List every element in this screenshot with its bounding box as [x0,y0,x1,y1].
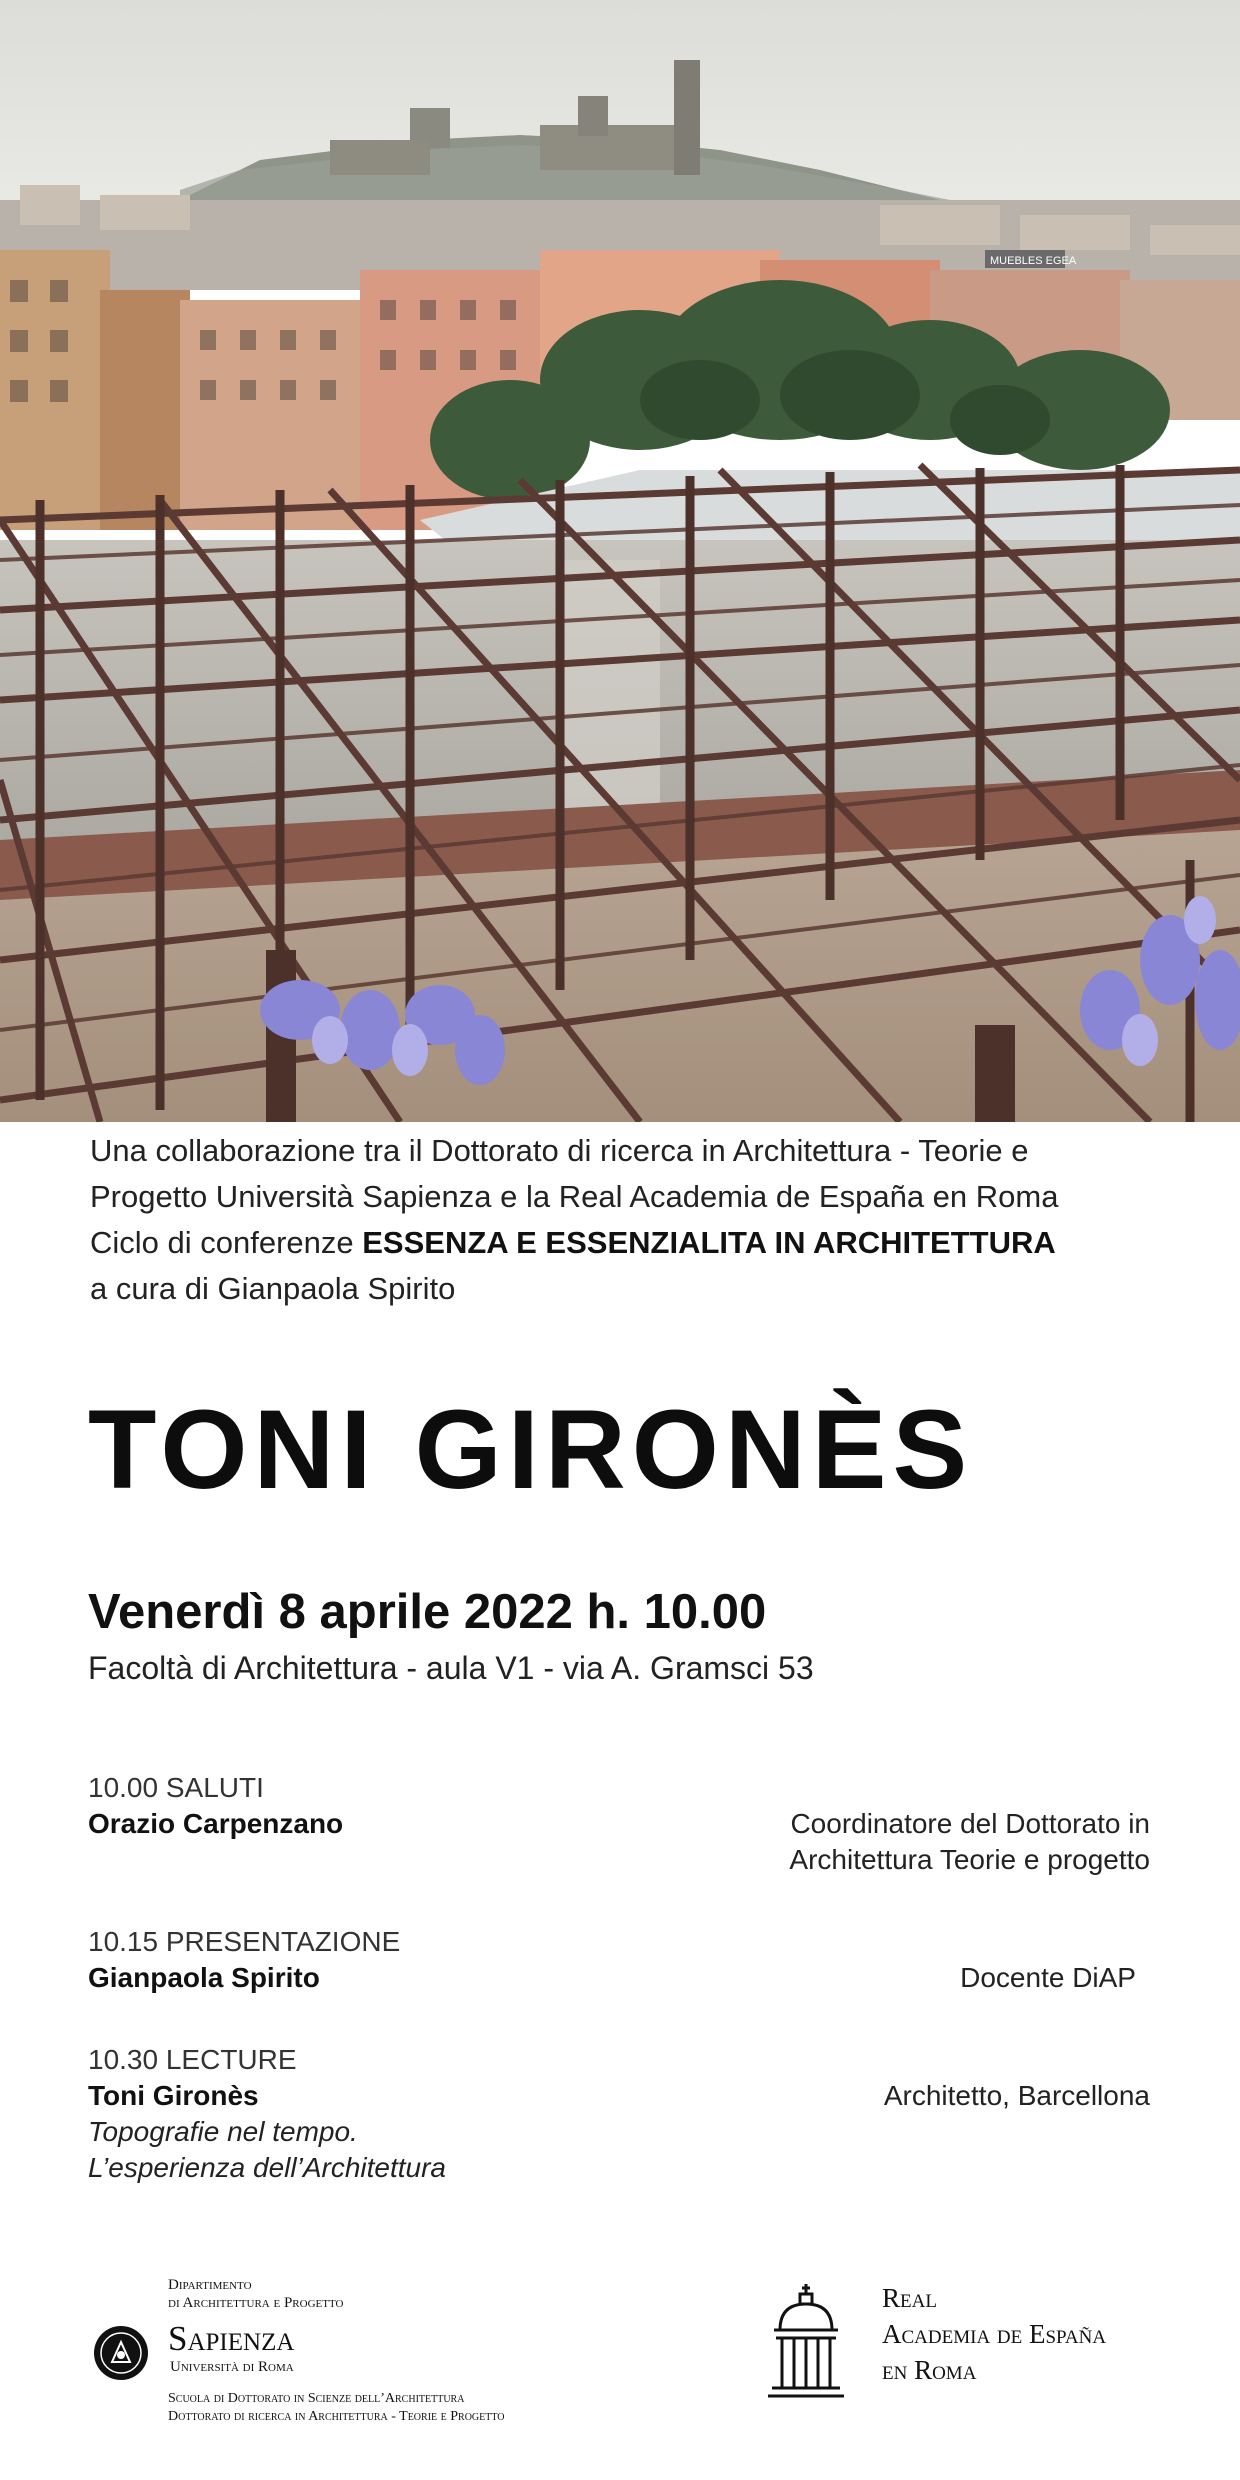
sapienza-subtitle: Università di Roma [170,2359,294,2375]
series-title: ESSENZA E ESSENZIALITA IN ARCHITETTURA [362,1225,1056,1260]
program-role-line: Coordinatore del Dottorato in [790,1808,1150,1839]
academia-dome-icon [766,2280,846,2406]
intro-line: Una collaborazione tra il Dottorato di ricerca in Architettura - Teorie e [90,1133,1029,1168]
program-name: Gianpaola Spirito [88,1962,320,1993]
intro-series-line [90,1220,1190,1266]
department-line: Dipartimento [168,2277,252,2293]
hero-photo [0,0,1240,1122]
program-role-line: Docente DiAP [960,1962,1136,1993]
program-role [960,1960,1136,1996]
intro-curator-line: a cura di Gianpaola Spirito [90,1271,456,1306]
school-line: Dottorato di ricerca in Architettura - Teorie e Progetto [168,2409,505,2424]
program-talk-line: L’esperienza dell’Architettura [88,2152,446,2183]
sapienza-seal-icon [92,2324,150,2382]
academia-name-line: en Roma [882,2355,977,2385]
program-time: 10.15 PRESENTAZIONE [88,1926,401,1957]
event-venue: Facoltà di Architettura - aula V1 - via A. Gramsci 53 [88,1650,814,1686]
program-role [789,1806,1150,1878]
program-item [88,1770,1150,1875]
academia-name-line: Real [882,2283,937,2313]
school-line: Scuola di Dottorato in Scienze dell’Architettura [168,2391,465,2406]
intro-block [90,1128,1190,1312]
doctoral-school-label [168,2390,505,2426]
academia-name [882,2280,1106,2388]
program-time: 10.00 SALUTI [88,1772,264,1803]
speaker-title: TONI GIRONÈS [88,1387,974,1512]
program-role [884,2078,1150,2114]
program-time: 10.30 LECTURE [88,2044,297,2075]
event-date: Venerdì 8 aprile 2022 h. 10.00 [88,1585,767,1639]
intro-series-prefix: Ciclo di conferenze [90,1225,363,1260]
program-item [88,1924,1150,1996]
program-role-line: Architetto, Barcellona [883,2080,1150,2111]
program-talk-line: Topografie nel tempo. [88,2116,358,2147]
sapienza-name: Sapienza [168,2319,295,2358]
hero-sign-text: MUEBLES EGEA [990,255,1077,267]
department-line: di Architettura e Progetto [168,2295,344,2311]
intro-line: Progetto Università Sapienza e la Real Academia de España en Roma [90,1179,1059,1214]
program-name: Toni Gironès [88,2080,259,2111]
program-role-line: Architettura Teorie e progetto [789,1844,1150,1875]
academia-name-line: Academia de España [882,2319,1107,2349]
program-name: Orazio Carpenzano [88,1808,344,1839]
department-label [168,2276,343,2312]
program-item [88,2042,1150,2186]
